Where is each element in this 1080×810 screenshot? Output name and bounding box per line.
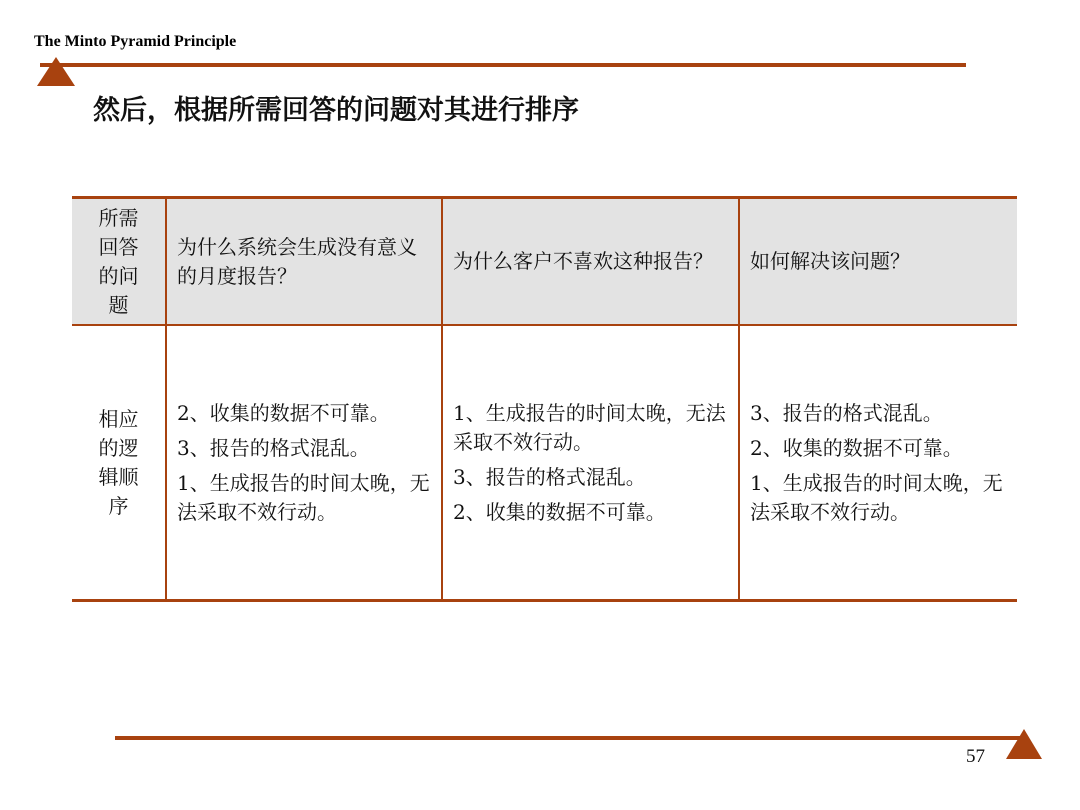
question-text: 如何解决该问题？: [750, 249, 910, 273]
page-number: 57: [966, 746, 985, 767]
ordering-table: [72, 196, 1017, 602]
book-title: The Minto Pyramid Principle: [34, 33, 237, 50]
list-item: 1、生成报告的时间太晚，无法采取不效行动。: [177, 470, 430, 524]
questions-row-label: 所需回答的问题: [98, 205, 139, 317]
question-text: 为什么系统会生成没有意义的月度报告？: [177, 234, 417, 288]
question-text: 为什么客户不喜欢这种报告？: [453, 249, 713, 273]
ordered-list: [750, 399, 1009, 527]
question-cell: [441, 199, 738, 324]
list-item: 1、生成报告的时间太晚，无法采取不效行动。: [750, 470, 1003, 524]
row-label-cell: [72, 326, 165, 599]
ordered-list: [177, 399, 433, 527]
row-label-cell: [72, 199, 165, 324]
slide-title: 然后，根据所需回答的问题对其进行排序: [93, 95, 579, 126]
ordered-list: [453, 399, 730, 527]
question-cell: [738, 199, 1017, 324]
list-item: 2、收集的数据不可靠。: [177, 400, 390, 425]
bottom-divider: [115, 736, 1027, 740]
logic-order-row: [72, 326, 1017, 599]
list-item: 3、报告的格式混乱。: [453, 464, 646, 489]
ordered-list-cell: [165, 326, 441, 599]
top-divider: [40, 63, 966, 67]
list-item: 1、生成报告的时间太晚，无法采取不效行动。: [453, 400, 726, 454]
list-item: 2、收集的数据不可靠。: [453, 499, 666, 524]
list-item: 2、收集的数据不可靠。: [750, 435, 963, 460]
ordered-list-cell: [441, 326, 738, 599]
list-item: 3、报告的格式混乱。: [750, 400, 943, 425]
pyramid-triangle-icon: [37, 57, 75, 86]
pyramid-triangle-icon: [1006, 729, 1042, 759]
list-item: 3、报告的格式混乱。: [177, 435, 370, 460]
ordered-list-cell: [738, 326, 1017, 599]
logic-row-label: 相应的逻辑顺序: [98, 406, 139, 518]
questions-row: [72, 199, 1017, 326]
question-cell: [165, 199, 441, 324]
